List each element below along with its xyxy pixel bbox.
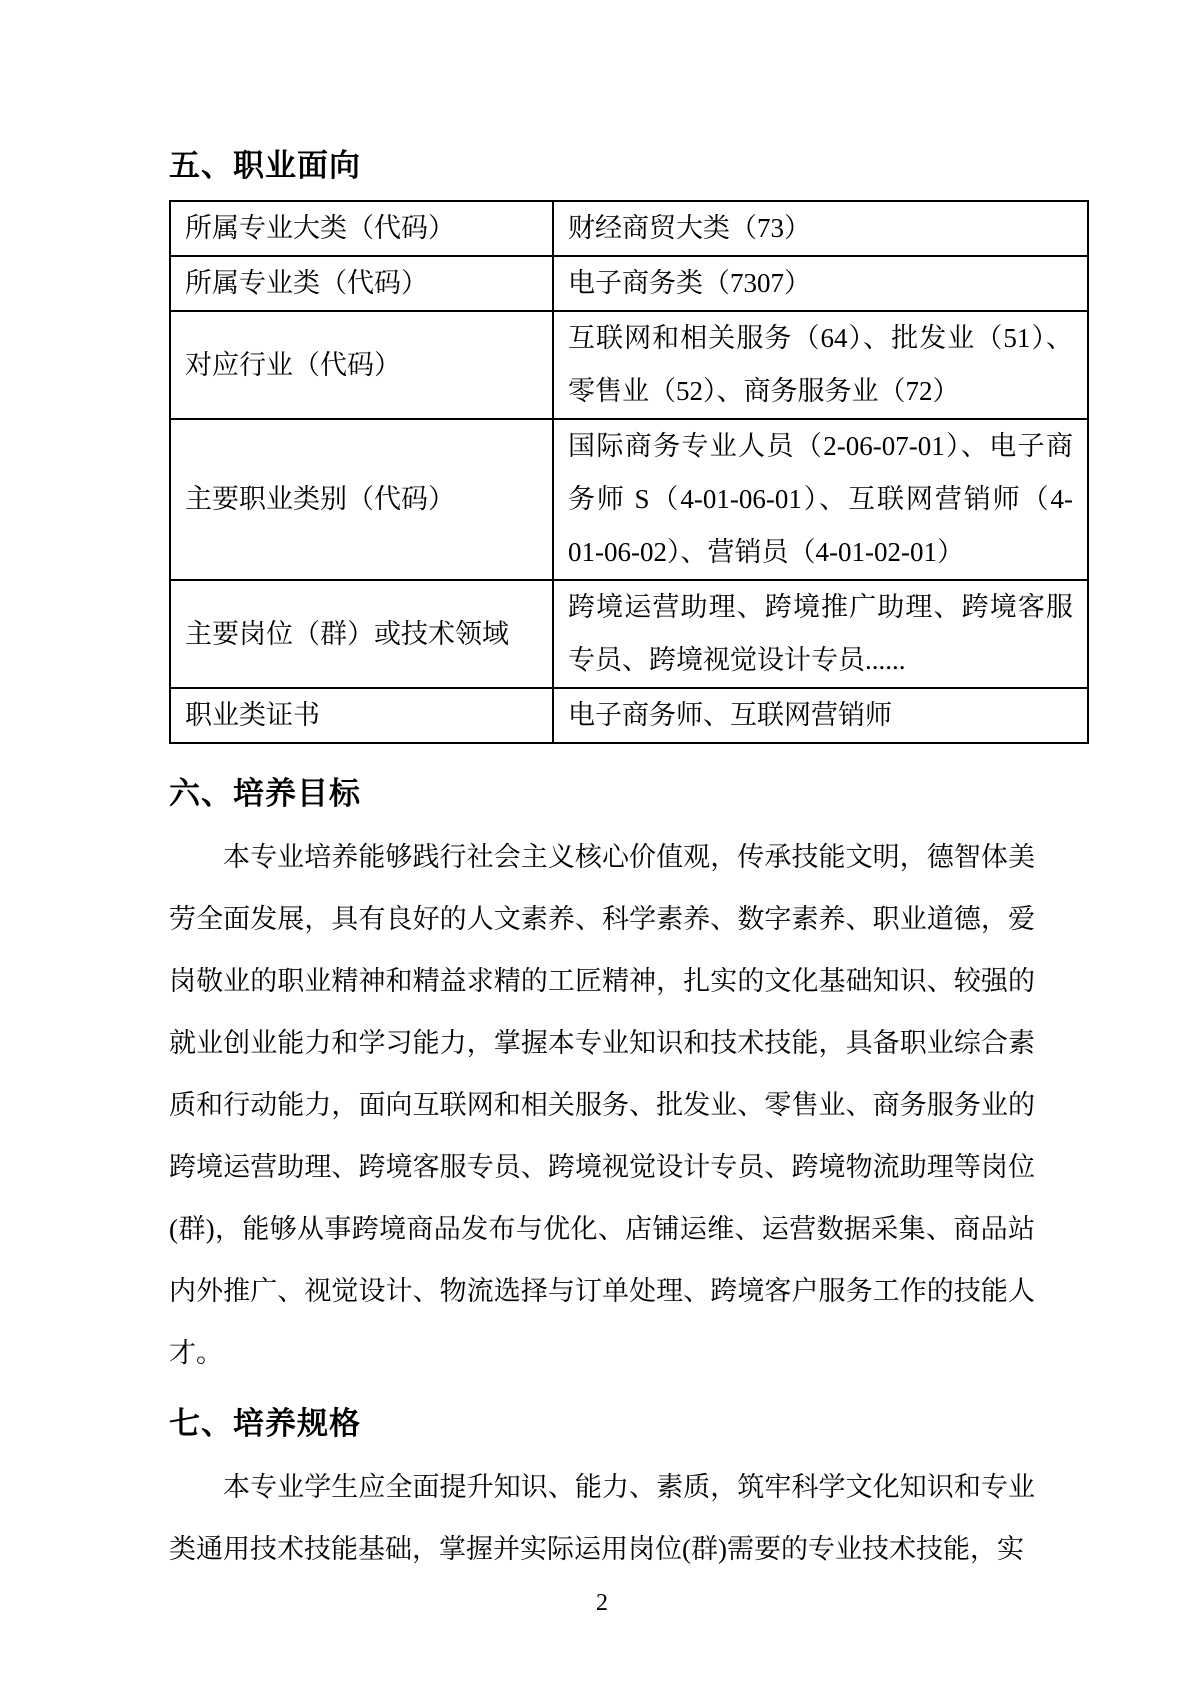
row-label-main-posts: 主要岗位（群）或技术领域 [170,580,553,688]
table-row [170,688,1088,743]
row-label-occupation-categories: 主要职业类别（代码） [170,419,553,580]
row-label-major-class: 所属专业类（代码） [170,256,553,311]
row-value-industries: 互联网和相关服务（64）、批发业（51）、零售业（52）、商务服务业（72） [553,311,1088,419]
row-value-occupation-categories: 国际商务专业人员（2-06-07-01）、电子商务师 S（4-01-06-01）、互联网营销师（4-01-06-02）、营销员（4-01-02-01） [553,419,1088,580]
table-row [170,311,1088,419]
training-spec-paragraph: 本专业学生应全面提升知识、能力、素质，筑牢科学文化知识和专业类通用技术技能基础，掌握并实际运用岗位(群)需要的专业技术技能，实 [169,1472,1035,1564]
table-row [170,256,1088,311]
section-heading-training-spec: 七、培养规格 [169,1406,361,1441]
row-value-major-class: 电子商务类（7307） [553,256,1088,311]
section-heading-training-goal: 六、培养目标 [169,776,361,811]
training-goal-paragraph: 本专业培养能够践行社会主义核心价值观，传承技能文明，德智体美劳全面发展，具有良好的人文素养、科学素养、数字素养、职业道德，爱岗敬业的职业精神和精益求精的工匠精神，扎实的文化基础知识、较强的就业创业能力和学习能力，掌握本专业知识和技术技能，具备职业综合素质和行动能力，面向互联网和相关服务、批发业、零售业、商务服务业的跨境运营助理、跨境客服专员、跨境视觉设计专员、跨境物流助理等岗位(群)，能够从事跨境商品发布与优化、店铺运维、运营数据采集、商品站内外推广、视觉设计、物流选择与订单处理、跨境客户服务工作的技能人才。 [169,842,1035,1368]
row-value-main-posts: 跨境运营助理、跨境推广助理、跨境客服专员、跨境视觉设计专员...... [553,580,1088,688]
section-heading-career-orientation: 五、职业面向 [169,148,361,183]
page-number: 2 [596,1590,608,1616]
row-label-industries: 对应行业（代码） [170,311,553,419]
row-value-certificates: 电子商务师、互联网营销师 [553,688,1088,743]
row-label-certificates: 职业类证书 [170,688,553,743]
row-label-major-category: 所属专业大类（代码） [170,201,553,256]
table-row [170,201,1088,256]
table-row [170,419,1088,580]
career-orientation-table [169,200,1089,744]
row-value-major-category: 财经商贸大类（73） [553,201,1088,256]
table-row [170,580,1088,688]
